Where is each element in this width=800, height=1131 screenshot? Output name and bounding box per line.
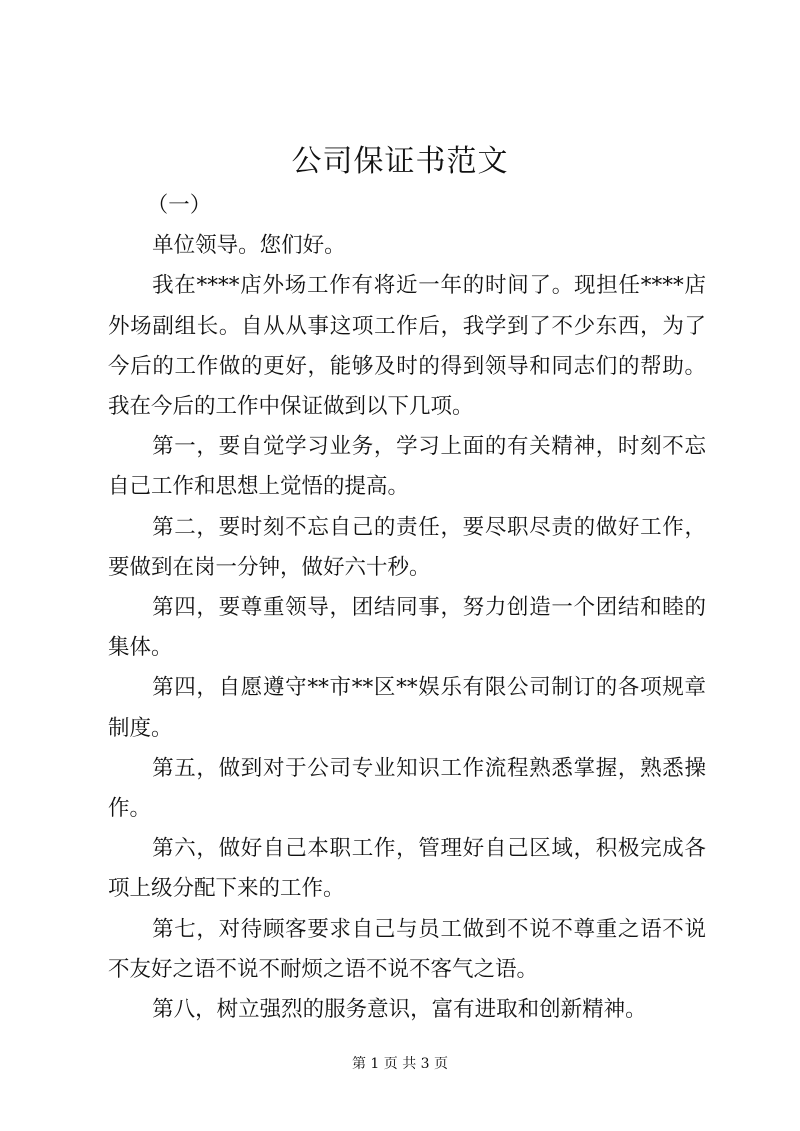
document-title: 公司保证书范文: [291, 144, 509, 179]
section-label: （一）: [146, 193, 212, 218]
paragraph-item-7: 第七，对待顾客要求自己与员工做到不说不尊重之语不说不友好之语不说不耐烦之语不说不客气之语。: [108, 916, 706, 982]
paragraph-item-3: 第四，要尊重领导，团结同事，努力创造一个团结和睦的集体。: [108, 595, 706, 661]
paragraph-item-1: 第一，要自觉学习业务，学习上面的有关精神，时刻不忘自己工作和思想上觉悟的提高。: [108, 434, 706, 500]
page-footer: 第 1 页 共 3 页: [351, 1056, 449, 1072]
paragraph-item-2: 第二，要时刻不忘自己的责任，要尽职尽责的做好工作，要做到在岗一分钟，做好六十秒。: [108, 514, 706, 580]
document-body: [108, 186, 706, 1030]
paragraph-item-5: 第五，做到对于公司专业知识工作流程熟悉掌握，熟悉操作。: [108, 755, 706, 822]
paragraph-item-4: 第四，自愿遵守**市**区**娱乐有限公司制订的各项规章制度。: [108, 675, 706, 741]
paragraph-item-8: 第八，树立强烈的服务意识，富有进取和创新精神。: [152, 997, 647, 1023]
paragraph-intro: 我在****店外场工作有将近一年的时间了。现担任****店外场副组长。自从从事这项工作后，我学到了不少东西，为了今后的工作做的更好，能够及时的得到领导和同志们的帮助。我在今后的工作中保证做到以下几项。: [108, 273, 706, 420]
paragraph-greeting: 单位领导。您们好。: [152, 233, 346, 259]
paragraph-item-6: 第六，做好自己本职工作，管理好自己区域，积极完成各项上级分配下来的工作。: [108, 836, 706, 902]
